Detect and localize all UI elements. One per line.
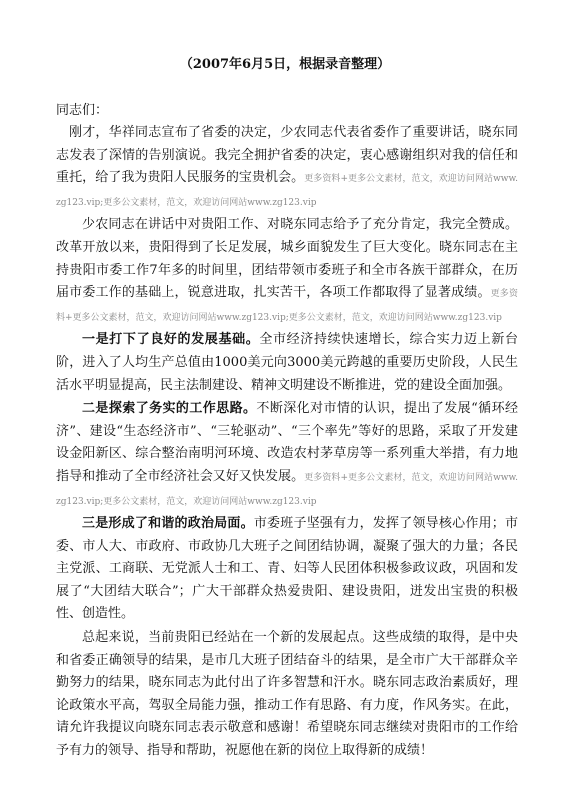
paragraph-text: 总起来说，当前贵阳已经站在一个新的发展起点。这些成绩的取得，是中央和省委正确领导的结果，是市几大班子团结奋斗的结果，是全市广大干部群众辛勤努力的结果，晓东同志为此付出了许多智慧和汗水。晓东同志政治素质好，理论政策水平高，驾驭全局能力强，推动工作有思路、有力度，作风务实。在此，请允许我提议向晓东同志表示敬意和感谢！希望晓东同志继续对贵阳市的工作给予有力的领导、指导和帮助，祝愿他在新的岗位上取得新的成绩！ xyxy=(56,630,518,759)
paragraph-text: 少农同志在讲话中对贵阳工作、对晓东同志给予了充分肯定，我完全赞成。改革开放以来，贵阳得到了长足发展，城乡面貌发生了巨大变化。晓东同志在主持贵阳市委工作7年多的时间里，团结带领市委班子和全市各族干部群众，在历届市委工作的基础上，锐意进取，扎实苦干，各项工作都取得了显著成绩。 xyxy=(56,217,518,301)
salutation: 同志们： xyxy=(56,103,109,118)
paragraph-text: 市委班子坚强有力，发挥了领导核心作用；市委、市人大、市政府、市政协几大班子之间团结协调，凝聚了强大的力量；各民主党派、工商联、无党派人士和工、青、妇等人民团体积极参政议政，巩固和发展了“大团结大联合”；广大干部群众热爱贵阳、建设贵阳，迸发出宝贵的积极性、创造性。 xyxy=(56,516,518,622)
paragraph xyxy=(56,513,518,627)
paragraph-lead: 二是探索了务实的工作思路。 xyxy=(82,401,257,417)
paragraph xyxy=(56,122,518,214)
paragraph-text: 刚才，华祥同志宣布了省委的决定，少农同志代表省委作了重要讲话，晓东同志发表了深情的告别演说。我完全拥护省委的决定，衷心感谢组织对我的信任和重托，给了我为贵阳人民服务的宝贵机会。 xyxy=(56,125,518,186)
paragraph-lead: 三是形成了和谐的政治局面。 xyxy=(82,516,254,532)
paragraph-text: 不断深化对市情的认识，提出了发展“循环经济”、建设“生态经济市”、“三轮驱动”、“三个率先”等好的思路，采取了开发建设金阳新区、综合整治南明河环境、改造农村茅草房等一系列重大举措，有力地指导和推动了全市经济社会又好又快发展。 xyxy=(56,401,518,484)
paragraph xyxy=(56,398,518,513)
watermark-text: 更多资料+更多公文素材，范文，欢迎访问网站www.zg123.vip;更多公文素材，范文，欢迎访问网站www.zg123.vip xyxy=(56,289,518,323)
paragraph xyxy=(56,214,518,329)
watermark-text: 更多资料+更多公文素材，范文，欢迎访问网站www.zg123.vip;更多公文素材，范文，欢迎访问网站www.zg123.vip xyxy=(56,472,518,507)
paragraph xyxy=(56,627,518,764)
speech-subtitle: （2007年6月5日，根据录音整理） xyxy=(179,57,391,72)
speech-body xyxy=(56,122,518,764)
watermark-text: 更多资料+更多公文素材，范文，欢迎访问网站www.zg123.vip;更多公文素材，范文，欢迎访问网站www.zg123.vip xyxy=(56,174,518,208)
paragraph xyxy=(56,329,518,398)
paragraph-lead: 一是打下了良好的发展基础。 xyxy=(82,332,260,348)
paragraph-text: 全市经济持续快速增长，综合实力迈上新台阶，进入了人均生产总值由1000美元向3000美元跨越的重要历史阶段，人民生活水平明显提高，民主法制建设、精神文明建设不断推进，党的建设全面加强。 xyxy=(56,332,518,393)
